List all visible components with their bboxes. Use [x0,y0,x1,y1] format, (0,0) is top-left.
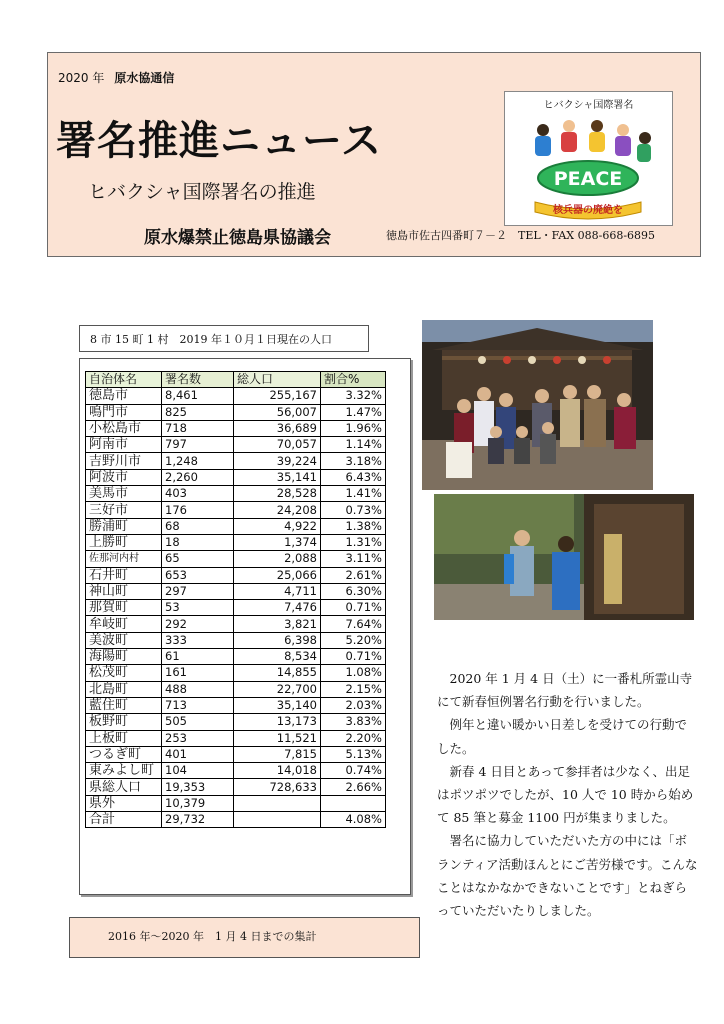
cell-municipality: 東みよし町 [86,763,162,779]
cell-signatures: 653 [162,567,234,583]
cell-ratio: 5.20% [321,632,386,648]
period-note: 2016 年～2020 年 1 月 4 日までの集計 [69,917,420,958]
cell-municipality: 上勝町 [86,534,162,550]
issue-line [58,69,174,86]
cell-ratio: 3.11% [321,551,386,567]
cell-ratio: 5.13% [321,746,386,762]
page-title: 署名推進ニュース [56,118,382,164]
table-header-row [86,372,386,388]
cell-signatures: 488 [162,681,234,697]
cell-population: 56,007 [234,404,321,420]
cell-ratio: 3.18% [321,453,386,469]
cell-municipality: 徳島市 [86,388,162,404]
newsletter-header [47,52,701,257]
group-photo-art [422,320,653,490]
cell-signatures: 292 [162,616,234,632]
population-note: 8 市 15 町 1 村 2019 年１０月１日現在の人口 [79,325,369,352]
cell-population: 13,173 [234,714,321,730]
cell-ratio: 2.03% [321,697,386,713]
table-row [86,388,386,404]
table-row [86,600,386,616]
cell-population: 25,066 [234,567,321,583]
cell-ratio: 2.20% [321,730,386,746]
table-row [86,746,386,762]
cell-signatures: 65 [162,551,234,567]
cell-signatures: 505 [162,714,234,730]
cell-ratio: 2.61% [321,567,386,583]
table-row [86,616,386,632]
cell-municipality: 北島町 [86,681,162,697]
table-row [86,795,386,811]
cell-signatures: 797 [162,437,234,453]
cell-signatures: 718 [162,420,234,436]
cell-signatures: 8,461 [162,388,234,404]
cell-municipality: 合計 [86,812,162,828]
cell-population: 35,141 [234,469,321,485]
cell-municipality: 三好市 [86,502,162,518]
cell-population: 7,815 [234,746,321,762]
peace-logo-art [505,92,672,225]
cell-population: 8,534 [234,649,321,665]
organization-name: 原水爆禁止徳島県協議会 [144,228,331,248]
cell-signatures: 1,248 [162,453,234,469]
table-row [86,469,386,485]
table-row [86,697,386,713]
cell-population: 6,398 [234,632,321,648]
cell-ratio: 1.14% [321,437,386,453]
cell-municipality: 石井町 [86,567,162,583]
cell-ratio: 0.74% [321,763,386,779]
cell-municipality: 阿波市 [86,469,162,485]
cell-ratio: 1.96% [321,420,386,436]
cell-population: 14,018 [234,763,321,779]
table-row [86,632,386,648]
article-paragraph: 新春 4 日目とあって参拝者は少なく、出足はポツポツでしたが、10 人で 10 時から始めて 85 筆と募金 1100 円が集まりました。 [437,763,694,826]
cell-signatures: 29,732 [162,812,234,828]
cell-ratio: 1.47% [321,404,386,420]
cell-municipality: 神山町 [86,583,162,599]
collection-photo-art [434,494,694,620]
table-row [86,681,386,697]
cell-population: 728,633 [234,779,321,795]
logo-banner-text: 核兵器の廃絶を [553,205,623,216]
cell-ratio: 4.08% [321,812,386,828]
table-row [86,714,386,730]
cell-municipality: 藍住町 [86,697,162,713]
logo-peace-text: PEACE [553,168,623,190]
cell-population: 4,711 [234,583,321,599]
table-row [86,453,386,469]
cell-municipality: 佐那河内村 [86,551,162,567]
column-header-municipality: 自治体名 [86,372,162,388]
cell-ratio: 1.31% [321,534,386,550]
cell-municipality: 松茂町 [86,665,162,681]
table-row [86,665,386,681]
cell-municipality: 阿南市 [86,437,162,453]
cell-population: 7,476 [234,600,321,616]
cell-signatures: 253 [162,730,234,746]
cell-population: 28,528 [234,486,321,502]
table-row [86,518,386,534]
cell-signatures: 333 [162,632,234,648]
cell-signatures: 104 [162,763,234,779]
cell-municipality: 上板町 [86,730,162,746]
cell-signatures: 10,379 [162,795,234,811]
cell-population: 2,088 [234,551,321,567]
cell-municipality: 美波町 [86,632,162,648]
table-row [86,486,386,502]
column-header-signatures: 署名数 [162,372,234,388]
cell-ratio: 6.43% [321,469,386,485]
cell-municipality: 小松島市 [86,420,162,436]
table-row [86,420,386,436]
cell-ratio: 3.32% [321,388,386,404]
logo-caption: ヒバクシャ国際署名 [543,100,634,111]
cell-ratio: 3.83% [321,714,386,730]
cell-ratio: 1.41% [321,486,386,502]
cell-population: 22,700 [234,681,321,697]
cell-signatures: 825 [162,404,234,420]
cell-signatures: 713 [162,697,234,713]
cell-ratio: 0.71% [321,600,386,616]
cell-population: 1,374 [234,534,321,550]
peace-logo [504,91,673,226]
table-row [86,730,386,746]
cell-municipality: 美馬市 [86,486,162,502]
cell-signatures: 403 [162,486,234,502]
cell-ratio: 0.71% [321,649,386,665]
signature-collection-photo [434,494,694,620]
cell-signatures: 161 [162,665,234,681]
cell-ratio: 2.15% [321,681,386,697]
cell-signatures: 297 [162,583,234,599]
table-row [86,551,386,567]
cell-municipality: 吉野川市 [86,453,162,469]
table-row [86,404,386,420]
table-row [86,779,386,795]
cell-signatures: 68 [162,518,234,534]
cell-municipality: 県外 [86,795,162,811]
signature-table-frame [79,358,411,895]
table-row [86,502,386,518]
cell-municipality: 牟岐町 [86,616,162,632]
organization-address: 徳島市佐古四番町７－２ TEL・FAX 088-668-6895 [386,229,656,242]
cell-ratio: 1.38% [321,518,386,534]
cell-ratio: 0.73% [321,502,386,518]
cell-ratio: 1.08% [321,665,386,681]
cell-population: 255,167 [234,388,321,404]
issue-year: 2020 年 [58,71,105,85]
cell-signatures: 19,353 [162,779,234,795]
cell-signatures: 18 [162,534,234,550]
cell-municipality: つるぎ町 [86,746,162,762]
cell-municipality: 県総人口 [86,779,162,795]
table-row [86,583,386,599]
table-row [86,567,386,583]
cell-signatures: 401 [162,746,234,762]
cell-signatures: 2,260 [162,469,234,485]
article-paragraph: 署名に協力していただいた方の中には「ボランティア活動ほんとにご苦労様です。こんなことはなかなかできないことです」とねぎらっていただいたりしました。 [437,833,698,919]
cell-population: 4,922 [234,518,321,534]
column-header-population: 総人口 [234,372,321,388]
page-subtitle: ヒバクシャ国際署名の推進 [88,181,316,203]
table-row [86,649,386,665]
cell-population: 35,140 [234,697,321,713]
table-body [86,388,386,828]
table-row [86,812,386,828]
table-row [86,534,386,550]
cell-ratio: 7.64% [321,616,386,632]
signature-table [85,371,386,828]
cell-municipality: 板野町 [86,714,162,730]
cell-municipality: 鳴門市 [86,404,162,420]
cell-population: 70,057 [234,437,321,453]
cell-population: 36,689 [234,420,321,436]
cell-population: 11,521 [234,730,321,746]
cell-signatures: 53 [162,600,234,616]
cell-signatures: 176 [162,502,234,518]
cell-population: 24,208 [234,502,321,518]
cell-population: 14,855 [234,665,321,681]
column-header-ratio: 割合% [321,372,386,388]
cell-municipality: 海陽町 [86,649,162,665]
cell-population [234,812,321,828]
cell-municipality: 勝浦町 [86,518,162,534]
article-body [437,667,699,922]
cell-population: 3,821 [234,616,321,632]
cell-municipality: 那賀町 [86,600,162,616]
cell-population [234,795,321,811]
cell-population: 39,224 [234,453,321,469]
cell-signatures: 61 [162,649,234,665]
table-row [86,437,386,453]
newsletter-name: 原水協通信 [114,71,175,85]
article-paragraph: 例年と違い暖かい日差しを受けての行動でした。 [437,717,688,756]
article-paragraph: 2020 年 1 月 4 日（土）に一番札所霊山寺にて新春恒例署名行動を行いました。 [437,671,693,710]
cell-ratio [321,795,386,811]
table-row [86,763,386,779]
cell-ratio: 6.30% [321,583,386,599]
group-photo-temple [422,320,653,490]
cell-ratio: 2.66% [321,779,386,795]
